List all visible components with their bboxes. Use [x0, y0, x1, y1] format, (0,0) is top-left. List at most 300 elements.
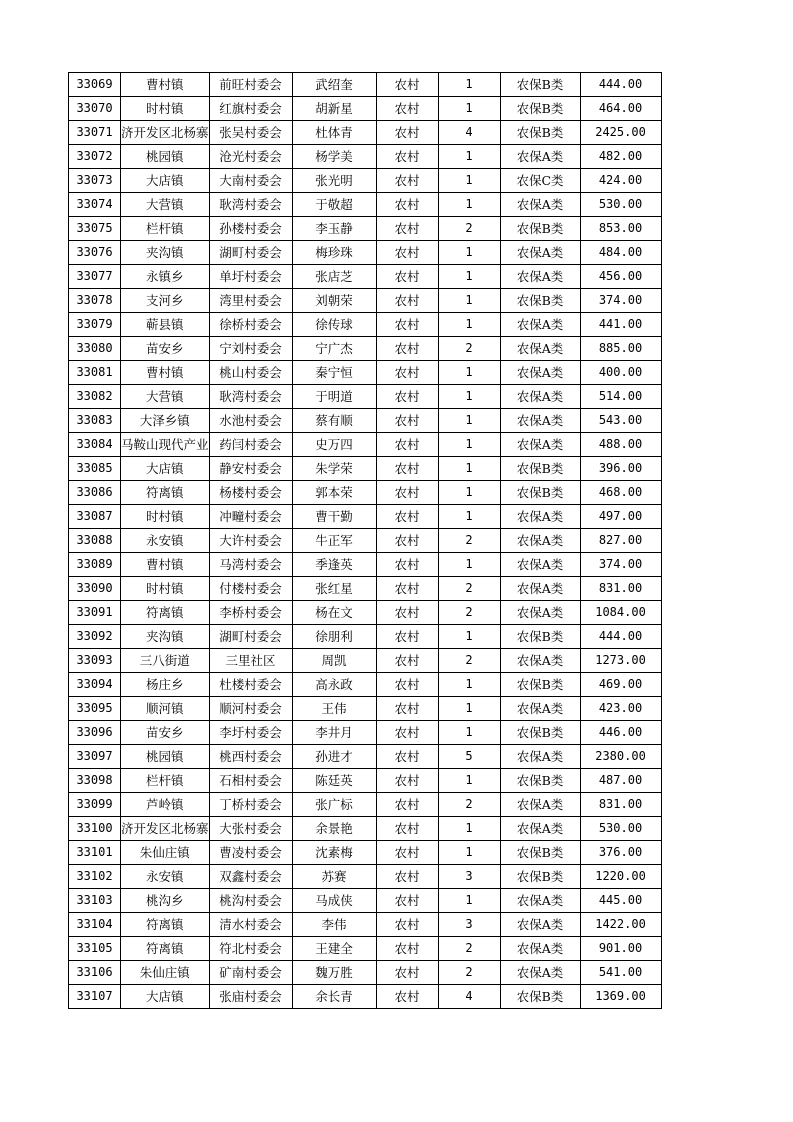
town-cell: 桃沟乡: [121, 889, 210, 913]
household-type-cell: 农村: [376, 121, 438, 145]
amount-cell: 445.00: [580, 889, 661, 913]
member-count-cell: 1: [438, 169, 500, 193]
household-type-cell: 农村: [376, 553, 438, 577]
village-committee-cell: 静安村委会: [209, 457, 292, 481]
name-cell: 余长青: [292, 985, 376, 1009]
member-count-cell: 2: [438, 961, 500, 985]
member-count-cell: 1: [438, 505, 500, 529]
town-cell: 朱仙庄镇: [121, 961, 210, 985]
table-row: [69, 481, 662, 505]
household-type-cell: 农村: [376, 841, 438, 865]
insurance-class-cell: 农保B类: [500, 721, 580, 745]
name-cell: 徐朋利: [292, 625, 376, 649]
village-committee-cell: 矿南村委会: [209, 961, 292, 985]
record-id-cell: 33090: [69, 577, 121, 601]
town-cell: 桃园镇: [121, 145, 210, 169]
record-id-cell: 33094: [69, 673, 121, 697]
amount-cell: 484.00: [580, 241, 661, 265]
insurance-class-cell: 农保B类: [500, 865, 580, 889]
amount-cell: 1422.00: [580, 913, 661, 937]
record-id-cell: 33086: [69, 481, 121, 505]
record-id-cell: 33084: [69, 433, 121, 457]
household-type-cell: 农村: [376, 481, 438, 505]
household-type-cell: 农村: [376, 97, 438, 121]
insurance-class-cell: 农保B类: [500, 457, 580, 481]
name-cell: 季逢英: [292, 553, 376, 577]
table-row: [69, 121, 662, 145]
name-cell: 牛正军: [292, 529, 376, 553]
town-cell: 蕲县镇: [121, 313, 210, 337]
member-count-cell: 3: [438, 913, 500, 937]
town-cell: 大店镇: [121, 169, 210, 193]
table-row: [69, 145, 662, 169]
name-cell: 李伟: [292, 913, 376, 937]
record-id-cell: 33083: [69, 409, 121, 433]
insurance-class-cell: 农保A类: [500, 913, 580, 937]
table-row: [69, 745, 662, 769]
record-id-cell: 33087: [69, 505, 121, 529]
member-count-cell: 1: [438, 361, 500, 385]
town-cell: 曹村镇: [121, 553, 210, 577]
table-row: [69, 625, 662, 649]
town-cell: 永安镇: [121, 529, 210, 553]
household-type-cell: 农村: [376, 193, 438, 217]
record-id-cell: 33103: [69, 889, 121, 913]
member-count-cell: 1: [438, 625, 500, 649]
member-count-cell: 1: [438, 313, 500, 337]
name-cell: 于敬超: [292, 193, 376, 217]
village-committee-cell: 清水村委会: [209, 913, 292, 937]
amount-cell: 464.00: [580, 97, 661, 121]
town-cell: 符离镇: [121, 601, 210, 625]
insurance-class-cell: 农保B类: [500, 841, 580, 865]
name-cell: 李玉静: [292, 217, 376, 241]
household-type-cell: 农村: [376, 961, 438, 985]
record-id-cell: 33099: [69, 793, 121, 817]
record-id-cell: 33081: [69, 361, 121, 385]
insurance-class-cell: 农保C类: [500, 169, 580, 193]
town-cell: 夹沟镇: [121, 625, 210, 649]
record-id-cell: 33096: [69, 721, 121, 745]
amount-cell: 1273.00: [580, 649, 661, 673]
town-cell: 时村镇: [121, 97, 210, 121]
member-count-cell: 2: [438, 793, 500, 817]
record-id-cell: 33069: [69, 73, 121, 97]
member-count-cell: 1: [438, 721, 500, 745]
table-row: [69, 289, 662, 313]
amount-cell: 424.00: [580, 169, 661, 193]
name-cell: 周凯: [292, 649, 376, 673]
table-row: [69, 73, 662, 97]
village-committee-cell: 冲疃村委会: [209, 505, 292, 529]
record-id-cell: 33100: [69, 817, 121, 841]
household-type-cell: 农村: [376, 385, 438, 409]
table-row: [69, 673, 662, 697]
town-cell: 栏杆镇: [121, 217, 210, 241]
insurance-class-cell: 农保A类: [500, 961, 580, 985]
amount-cell: 488.00: [580, 433, 661, 457]
relief-roster-table: [68, 72, 662, 1009]
village-committee-cell: 李桥村委会: [209, 601, 292, 625]
village-committee-cell: 宁刘村委会: [209, 337, 292, 361]
record-id-cell: 33076: [69, 241, 121, 265]
member-count-cell: 1: [438, 697, 500, 721]
amount-cell: 444.00: [580, 73, 661, 97]
member-count-cell: 1: [438, 769, 500, 793]
table-row: [69, 841, 662, 865]
insurance-class-cell: 农保A类: [500, 145, 580, 169]
record-id-cell: 33079: [69, 313, 121, 337]
household-type-cell: 农村: [376, 241, 438, 265]
name-cell: 张店芝: [292, 265, 376, 289]
table-row: [69, 193, 662, 217]
name-cell: 王伟: [292, 697, 376, 721]
town-cell: 苗安乡: [121, 721, 210, 745]
table-row: [69, 385, 662, 409]
town-cell: 大店镇: [121, 985, 210, 1009]
name-cell: 魏万胜: [292, 961, 376, 985]
record-id-cell: 33077: [69, 265, 121, 289]
household-type-cell: 农村: [376, 865, 438, 889]
town-cell: 夹沟镇: [121, 241, 210, 265]
household-type-cell: 农村: [376, 673, 438, 697]
town-cell: 杨庄乡: [121, 673, 210, 697]
town-cell: 永安镇: [121, 865, 210, 889]
town-cell: 符离镇: [121, 913, 210, 937]
insurance-class-cell: 农保B类: [500, 769, 580, 793]
record-id-cell: 33093: [69, 649, 121, 673]
table-row: [69, 553, 662, 577]
amount-cell: 1220.00: [580, 865, 661, 889]
town-cell: 顺河镇: [121, 697, 210, 721]
member-count-cell: 2: [438, 649, 500, 673]
amount-cell: 482.00: [580, 145, 661, 169]
amount-cell: 456.00: [580, 265, 661, 289]
table-row: [69, 529, 662, 553]
town-cell: 支河乡: [121, 289, 210, 313]
member-count-cell: 3: [438, 865, 500, 889]
village-committee-cell: 顺河村委会: [209, 697, 292, 721]
member-count-cell: 1: [438, 265, 500, 289]
amount-cell: 885.00: [580, 337, 661, 361]
insurance-class-cell: 农保B类: [500, 97, 580, 121]
household-type-cell: 农村: [376, 145, 438, 169]
name-cell: 余景艳: [292, 817, 376, 841]
amount-cell: 487.00: [580, 769, 661, 793]
household-type-cell: 农村: [376, 73, 438, 97]
name-cell: 张广标: [292, 793, 376, 817]
town-cell: 符离镇: [121, 481, 210, 505]
household-type-cell: 农村: [376, 697, 438, 721]
table-row: [69, 409, 662, 433]
village-committee-cell: 孙楼村委会: [209, 217, 292, 241]
amount-cell: 396.00: [580, 457, 661, 481]
insurance-class-cell: 农保A类: [500, 433, 580, 457]
household-type-cell: 农村: [376, 289, 438, 313]
table-row: [69, 265, 662, 289]
town-cell: 马鞍山现代产业: [121, 433, 210, 457]
member-count-cell: 4: [438, 985, 500, 1009]
member-count-cell: 1: [438, 889, 500, 913]
amount-cell: 374.00: [580, 553, 661, 577]
table-row: [69, 961, 662, 985]
table-row: [69, 865, 662, 889]
village-committee-cell: 湖町村委会: [209, 241, 292, 265]
insurance-class-cell: 农保A类: [500, 241, 580, 265]
insurance-class-cell: 农保A类: [500, 817, 580, 841]
record-id-cell: 33105: [69, 937, 121, 961]
insurance-class-cell: 农保A类: [500, 697, 580, 721]
village-committee-cell: 三里社区: [209, 649, 292, 673]
record-id-cell: 33080: [69, 337, 121, 361]
member-count-cell: 1: [438, 241, 500, 265]
village-committee-cell: 单圩村委会: [209, 265, 292, 289]
table-row: [69, 241, 662, 265]
member-count-cell: 5: [438, 745, 500, 769]
member-count-cell: 2: [438, 577, 500, 601]
record-id-cell: 33106: [69, 961, 121, 985]
household-type-cell: 农村: [376, 409, 438, 433]
amount-cell: 901.00: [580, 937, 661, 961]
household-type-cell: 农村: [376, 889, 438, 913]
name-cell: 曹干勤: [292, 505, 376, 529]
village-committee-cell: 付楼村委会: [209, 577, 292, 601]
household-type-cell: 农村: [376, 577, 438, 601]
town-cell: 济开发区北杨寨: [121, 817, 210, 841]
amount-cell: 831.00: [580, 793, 661, 817]
insurance-class-cell: 农保A类: [500, 529, 580, 553]
village-committee-cell: 桃山村委会: [209, 361, 292, 385]
amount-cell: 469.00: [580, 673, 661, 697]
record-id-cell: 33078: [69, 289, 121, 313]
table-row: [69, 577, 662, 601]
table-body: [69, 73, 662, 1009]
insurance-class-cell: 农保A类: [500, 265, 580, 289]
household-type-cell: 农村: [376, 649, 438, 673]
record-id-cell: 33082: [69, 385, 121, 409]
record-id-cell: 33070: [69, 97, 121, 121]
table-row: [69, 649, 662, 673]
table-row: [69, 793, 662, 817]
name-cell: 梅珍珠: [292, 241, 376, 265]
insurance-class-cell: 农保B类: [500, 481, 580, 505]
household-type-cell: 农村: [376, 601, 438, 625]
village-committee-cell: 沧光村委会: [209, 145, 292, 169]
insurance-class-cell: 农保A类: [500, 937, 580, 961]
member-count-cell: 1: [438, 385, 500, 409]
household-type-cell: 农村: [376, 529, 438, 553]
village-committee-cell: 大许村委会: [209, 529, 292, 553]
member-count-cell: 1: [438, 289, 500, 313]
name-cell: 杨学美: [292, 145, 376, 169]
name-cell: 王建全: [292, 937, 376, 961]
member-count-cell: 1: [438, 409, 500, 433]
record-id-cell: 33071: [69, 121, 121, 145]
town-cell: 苗安乡: [121, 337, 210, 361]
household-type-cell: 农村: [376, 433, 438, 457]
insurance-class-cell: 农保B类: [500, 73, 580, 97]
name-cell: 刘朝荣: [292, 289, 376, 313]
name-cell: 张红星: [292, 577, 376, 601]
member-count-cell: 1: [438, 433, 500, 457]
amount-cell: 831.00: [580, 577, 661, 601]
name-cell: 秦宁恒: [292, 361, 376, 385]
household-type-cell: 农村: [376, 625, 438, 649]
village-committee-cell: 石相村委会: [209, 769, 292, 793]
village-committee-cell: 双鑫村委会: [209, 865, 292, 889]
village-committee-cell: 湾里村委会: [209, 289, 292, 313]
household-type-cell: 农村: [376, 985, 438, 1009]
member-count-cell: 1: [438, 553, 500, 577]
amount-cell: 853.00: [580, 217, 661, 241]
household-type-cell: 农村: [376, 457, 438, 481]
amount-cell: 1369.00: [580, 985, 661, 1009]
town-cell: 桃园镇: [121, 745, 210, 769]
town-cell: 曹村镇: [121, 361, 210, 385]
name-cell: 宁广杰: [292, 337, 376, 361]
amount-cell: 2425.00: [580, 121, 661, 145]
village-committee-cell: 湖町村委会: [209, 625, 292, 649]
insurance-class-cell: 农保A类: [500, 361, 580, 385]
record-id-cell: 33104: [69, 913, 121, 937]
member-count-cell: 1: [438, 673, 500, 697]
record-id-cell: 33101: [69, 841, 121, 865]
town-cell: 大店镇: [121, 457, 210, 481]
insurance-class-cell: 农保A类: [500, 553, 580, 577]
table-row: [69, 313, 662, 337]
member-count-cell: 1: [438, 193, 500, 217]
town-cell: 大营镇: [121, 385, 210, 409]
town-cell: 永镇乡: [121, 265, 210, 289]
household-type-cell: 农村: [376, 793, 438, 817]
name-cell: 张光明: [292, 169, 376, 193]
table-row: [69, 889, 662, 913]
village-committee-cell: 红旗村委会: [209, 97, 292, 121]
village-committee-cell: 药闫村委会: [209, 433, 292, 457]
insurance-class-cell: 农保A类: [500, 601, 580, 625]
amount-cell: 376.00: [580, 841, 661, 865]
household-type-cell: 农村: [376, 337, 438, 361]
record-id-cell: 33073: [69, 169, 121, 193]
amount-cell: 541.00: [580, 961, 661, 985]
household-type-cell: 农村: [376, 313, 438, 337]
member-count-cell: 2: [438, 217, 500, 241]
village-committee-cell: 符北村委会: [209, 937, 292, 961]
record-id-cell: 33097: [69, 745, 121, 769]
record-id-cell: 33085: [69, 457, 121, 481]
amount-cell: 497.00: [580, 505, 661, 529]
name-cell: 杜体青: [292, 121, 376, 145]
amount-cell: 827.00: [580, 529, 661, 553]
name-cell: 孙进才: [292, 745, 376, 769]
insurance-class-cell: 农保B类: [500, 217, 580, 241]
amount-cell: 446.00: [580, 721, 661, 745]
town-cell: 三八街道: [121, 649, 210, 673]
household-type-cell: 农村: [376, 217, 438, 241]
table-row: [69, 817, 662, 841]
town-cell: 济开发区北杨寨: [121, 121, 210, 145]
record-id-cell: 33092: [69, 625, 121, 649]
member-count-cell: 2: [438, 601, 500, 625]
table-row: [69, 169, 662, 193]
amount-cell: 543.00: [580, 409, 661, 433]
village-committee-cell: 李圩村委会: [209, 721, 292, 745]
record-id-cell: 33074: [69, 193, 121, 217]
town-cell: 时村镇: [121, 505, 210, 529]
name-cell: 于明道: [292, 385, 376, 409]
town-cell: 曹村镇: [121, 73, 210, 97]
insurance-class-cell: 农保B类: [500, 673, 580, 697]
insurance-class-cell: 农保A类: [500, 505, 580, 529]
table-row: [69, 457, 662, 481]
town-cell: 朱仙庄镇: [121, 841, 210, 865]
village-committee-cell: 杨楼村委会: [209, 481, 292, 505]
record-id-cell: 33088: [69, 529, 121, 553]
table-row: [69, 985, 662, 1009]
name-cell: 武绍奎: [292, 73, 376, 97]
household-type-cell: 农村: [376, 505, 438, 529]
table-row: [69, 913, 662, 937]
table-row: [69, 337, 662, 361]
household-type-cell: 农村: [376, 721, 438, 745]
village-committee-cell: 丁桥村委会: [209, 793, 292, 817]
table-row: [69, 217, 662, 241]
insurance-class-cell: 农保B类: [500, 625, 580, 649]
record-id-cell: 33107: [69, 985, 121, 1009]
village-committee-cell: 桃沟村委会: [209, 889, 292, 913]
name-cell: 蔡有顺: [292, 409, 376, 433]
member-count-cell: 1: [438, 817, 500, 841]
insurance-class-cell: 农保B类: [500, 985, 580, 1009]
amount-cell: 530.00: [580, 817, 661, 841]
table-row: [69, 769, 662, 793]
table-row: [69, 721, 662, 745]
member-count-cell: 2: [438, 529, 500, 553]
name-cell: 苏赛: [292, 865, 376, 889]
member-count-cell: 2: [438, 337, 500, 361]
town-cell: 大泽乡镇: [121, 409, 210, 433]
amount-cell: 1084.00: [580, 601, 661, 625]
village-committee-cell: 前旺村委会: [209, 73, 292, 97]
record-id-cell: 33095: [69, 697, 121, 721]
table-row: [69, 361, 662, 385]
village-committee-cell: 桃西村委会: [209, 745, 292, 769]
name-cell: 朱学荣: [292, 457, 376, 481]
record-id-cell: 33102: [69, 865, 121, 889]
member-count-cell: 4: [438, 121, 500, 145]
record-id-cell: 33075: [69, 217, 121, 241]
amount-cell: 374.00: [580, 289, 661, 313]
household-type-cell: 农村: [376, 913, 438, 937]
household-type-cell: 农村: [376, 169, 438, 193]
insurance-class-cell: 农保B类: [500, 121, 580, 145]
village-committee-cell: 马湾村委会: [209, 553, 292, 577]
name-cell: 徐传球: [292, 313, 376, 337]
table-row: [69, 937, 662, 961]
town-cell: 栏杆镇: [121, 769, 210, 793]
town-cell: 大营镇: [121, 193, 210, 217]
member-count-cell: 1: [438, 457, 500, 481]
name-cell: 李井月: [292, 721, 376, 745]
village-committee-cell: 曹凌村委会: [209, 841, 292, 865]
member-count-cell: 1: [438, 73, 500, 97]
name-cell: 沈素梅: [292, 841, 376, 865]
insurance-class-cell: 农保A类: [500, 649, 580, 673]
name-cell: 史万四: [292, 433, 376, 457]
amount-cell: 468.00: [580, 481, 661, 505]
record-id-cell: 33098: [69, 769, 121, 793]
household-type-cell: 农村: [376, 265, 438, 289]
